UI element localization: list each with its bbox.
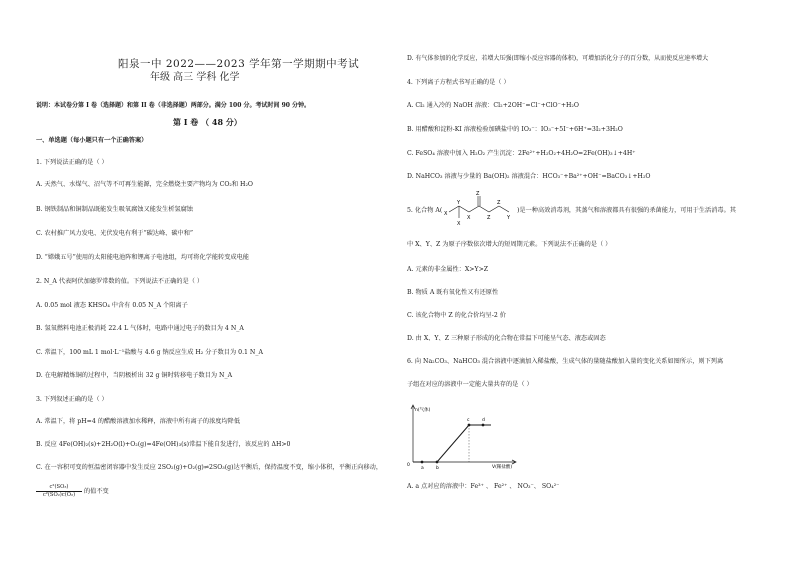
graph-rising-segment bbox=[437, 425, 469, 462]
section-title: 第 I 卷 （ 48 分） bbox=[173, 117, 242, 127]
question-1-option-a: A. 天然气、水煤气、沼气等不可再生能源，完全燃烧主要产物均为 CO₂和 H₂O bbox=[36, 181, 254, 188]
graph-label-a: a bbox=[421, 466, 424, 471]
graph-point-c bbox=[468, 424, 471, 427]
question-2-stem: 2. N_A 代表阿伏加德罗常数的值。下列说法不正确的是（ ） bbox=[36, 278, 204, 285]
struct-atom-y1: Y bbox=[457, 200, 461, 206]
question-1-option-b: B. 钢铁制品和铜制品既能发生吸氧腐蚀又能发生析氢腐蚀 bbox=[36, 206, 193, 213]
equilibrium-fraction bbox=[36, 484, 82, 499]
question-5-option-b: B. 物质 A 既有氧化性又有还原性 bbox=[407, 289, 499, 296]
graph-x-label: V(稀盐酸) bbox=[492, 465, 513, 470]
fraction-denominator: c²(SO₂)c(O₂) bbox=[42, 492, 76, 498]
question-2-option-d: D. 在电解精炼铜的过程中，当阴极析出 32 g 铜时转移电子数目为 N_A bbox=[36, 372, 233, 379]
struct-atom-z3: Z bbox=[497, 200, 501, 206]
question-4-option-b: B. 用醋酸和淀粉-KI 溶液检验加碘盐中的 IO₃⁻：IO₃⁻+5I⁻+6H⁺=3I₂+3H₂O bbox=[407, 126, 623, 133]
question-3-option-d: D. 有气体参加的化学反应，若增大压强(即缩小反应容器的体积)，可增加活化分子的百分数，从而使反应速率增大 bbox=[407, 55, 709, 62]
question-5-option-a: A. 元素的非金属性：X>Y>Z bbox=[407, 266, 489, 273]
struct-atom-x3: X bbox=[467, 215, 471, 221]
question-5-stem-cont: 中 X、Y、Z 为原子序数依次增大的短周期元素。下列说法不正确的是（ ） bbox=[407, 241, 612, 248]
graph-label-b: b bbox=[436, 466, 439, 471]
gas-volume-graph bbox=[404, 400, 524, 472]
question-1-option-c: C. 农村推广风力发电、光伏发电有利于“碳达峰、碳中和” bbox=[36, 230, 194, 237]
graph-point-a bbox=[421, 461, 424, 464]
question-5-option-d: D. 由 X、Y、Z 三种原子形成的化合物在常温下可能呈气态、液态或固态 bbox=[407, 335, 606, 342]
exam-instructions: 说明：本试卷分第 I 卷（选择题）和第 II 卷（非选择题）两部分。满分 100 分。考试时间 90 分钟。 bbox=[36, 102, 311, 109]
question-2-option-b: B. 氢氧燃料电池正极消耗 22.4 L 气体时，电路中通过电子的数目为 4 N_A bbox=[36, 325, 244, 332]
question-4-option-d: D. NaHCO₃ 溶液与少量的 Ba(OH)₂ 溶液混合：HCO₃⁻+Ba²⁺+OH⁻=BaCO₃↓+H₂O bbox=[407, 173, 651, 180]
question-5-stem-tail: )是一种高效消毒剂，其蒸气和溶液都具有很强的杀菌能力，可用于生活消毒。其 bbox=[517, 207, 736, 214]
question-5-lead: 5. 化合物 A( bbox=[407, 207, 443, 214]
question-1-option-d: D. “嫦娥五号”使用的太阳能电池阵和锂离子电池组，均可将化学能转变成电能 bbox=[36, 254, 249, 261]
question-6-stem: 6. 向 Na₂CO₃、NaHCO₃ 混合溶液中逐滴加入稀盐酸，生成气体的量随盐酸加入量的变化关系如图所示，则下列离 bbox=[407, 358, 724, 365]
exam-title: 阳泉一中 2022——2023 学年第一学期期中考试 bbox=[118, 58, 360, 70]
question-6-option-a: A. a 点对应的溶液中：Fe³⁺ 、 Fe²⁺ 、 NO₃⁻、 SO₄²⁻ bbox=[407, 483, 560, 490]
question-4-option-a: A. Cl₂ 通入冷的 NaOH 溶液：Cl₂+2OH⁻=Cl⁻+ClO⁻+H₂O bbox=[407, 102, 579, 109]
question-3-option-c-tail: 的值不变 bbox=[84, 488, 109, 495]
grade-subject-line: 年级 高三 学科 化学 bbox=[150, 72, 240, 83]
question-3-option-b: B. 反应 4Fe(OH)₂(s)+2H₂O(l)+O₂(g)=4Fe(OH)₃(s)常温下能自发进行，该反应的 ΔH>0 bbox=[36, 441, 291, 448]
struct-atom-z2: Z bbox=[487, 215, 491, 221]
question-4-option-c: C. FeSO₄ 溶液中加入 H₂O₂ 产生沉淀：2Fe²⁺+H₂O₂+4H₂O=2Fe(OH)₃↓+4H⁺ bbox=[407, 150, 636, 157]
struct-atom-y2: Y bbox=[507, 215, 511, 221]
question-2-option-a: A. 0.05 mol 液态 KHSO₄ 中含有 0.05 N_A 个阳离子 bbox=[36, 302, 188, 309]
question-3-option-a: A. 常温下，将 pH=4 的醋酸溶液加水稀释，溶液中所有离子的浓度均降低 bbox=[36, 418, 241, 425]
question-3-option-c: C. 在一容积可变的恒温密闭容器中发生反应 2SO₂(g)+O₂(g)⇌2SO₃(g)达平衡后，保持温度不变，缩小体积，平衡正向移动， bbox=[36, 464, 383, 471]
graph-label-d: d bbox=[482, 418, 485, 423]
compound-a-structure bbox=[443, 190, 515, 232]
graph-y-label: n(气体) bbox=[415, 408, 431, 413]
struct-atom-z1: Z bbox=[476, 191, 480, 197]
part-title: 一、单选题（每小题只有一个正确答案） bbox=[36, 137, 148, 144]
question-1-stem: 1. 下列说法正确的是（ ） bbox=[36, 159, 108, 166]
struct-atom-x1: X bbox=[444, 211, 448, 217]
graph-point-b bbox=[436, 461, 439, 464]
graph-origin-label: 0 bbox=[407, 463, 410, 468]
struct-atom-x2: X bbox=[457, 221, 461, 227]
question-2-option-c: C. 常温下，100 mL 1 mol·L⁻¹盐酸与 4.6 g 钠反应生成 H₂ 分子数目为 0.1 N_A bbox=[36, 349, 263, 356]
fraction-numerator: c²(SO₃) bbox=[49, 484, 69, 490]
graph-point-d bbox=[482, 424, 485, 427]
question-3-stem: 3. 下列叙述正确的是（ ） bbox=[36, 396, 108, 403]
graph-label-c: c bbox=[467, 418, 470, 423]
question-4-stem: 4. 下列离子方程式书写正确的是（ ） bbox=[407, 79, 510, 86]
question-6-stem-cont: 子组在对应的溶液中一定能大量共存的是（ ） bbox=[407, 381, 533, 388]
question-5-option-c: C. 该化合物中 Z 的化合价均呈-2 价 bbox=[407, 312, 506, 319]
